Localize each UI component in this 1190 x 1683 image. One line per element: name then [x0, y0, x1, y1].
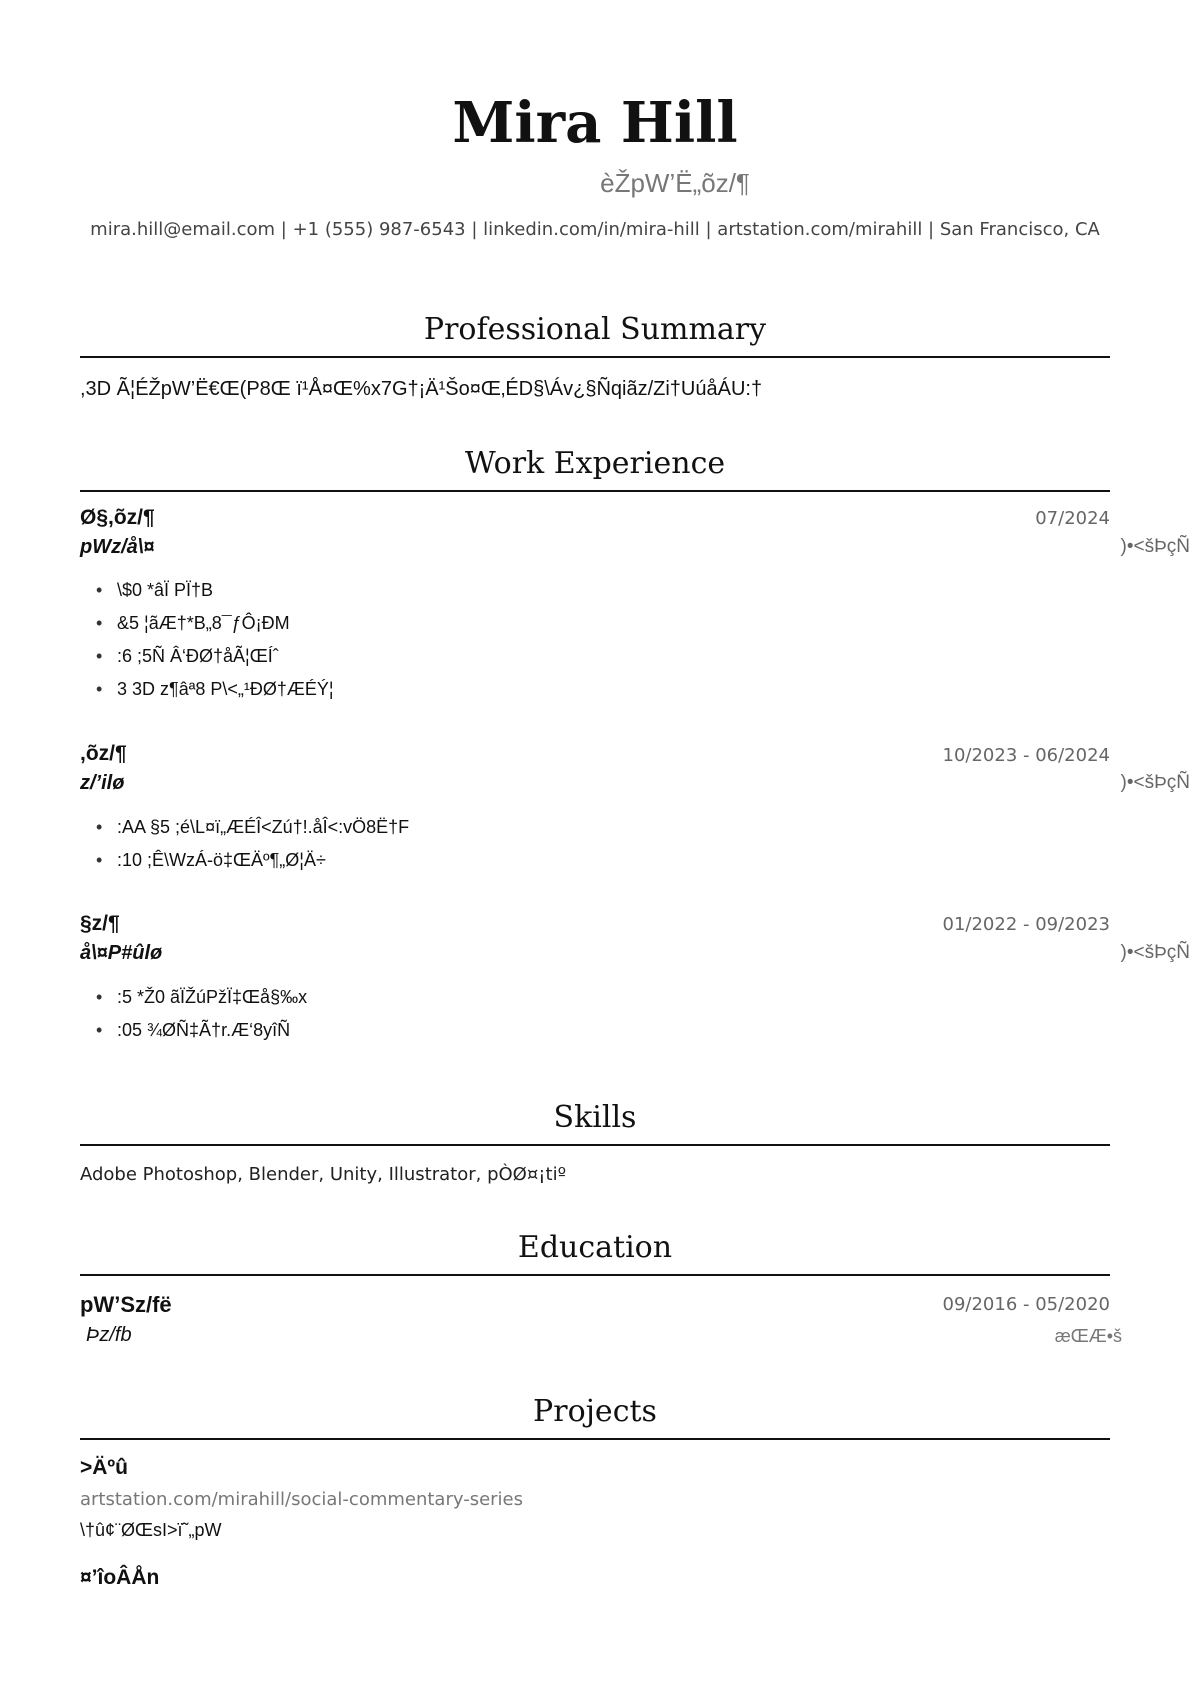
contact-line: mira.hill@email.com | +1 (555) 987-6543 | linkedin.com/in/mira-hill | artstation.com/mirahill | San Francisco, CA — [90, 219, 1100, 240]
project-link[interactable]: artstation.com/mirahill/social-commentary-series — [80, 1489, 524, 1510]
resume-page — [80, 0, 1190, 1683]
list-item: • :AA §5 ;é\L¤ï„ÆÉÎ<Zú†!.åÎ<:vÖ8Ë†F — [80, 815, 409, 848]
job-location: )•<šÞçÑ — [1120, 536, 1190, 557]
job-company: z/’ilø — [80, 772, 125, 794]
summary-text: ,3D Ã¦ÉŽpW’Ë€Œ(P8Œ ï¹Å¤Œ%x7G†¡Ä¹Šo¤Œ‚ÉD§\Áv¿§Ñqiãz/Zi†UúåÁU:† — [80, 378, 763, 400]
project-name: >Äºû — [80, 1456, 128, 1479]
candidate-name: Mira Hill — [452, 90, 738, 156]
job-bullets — [80, 578, 334, 710]
job-location: )•<šÞçÑ — [1120, 772, 1190, 793]
job-dates: 07/2024 — [1035, 508, 1110, 529]
list-item: • &5 ¦ãÆ†*B„8¯ƒÔ¡ÐM — [80, 611, 334, 644]
experience-heading: Work Experience — [80, 444, 1110, 492]
projects-heading: Projects — [80, 1392, 1110, 1440]
job-bullets — [80, 815, 409, 881]
education-degree: pW’Sz/fë — [80, 1292, 172, 1317]
job-dates: 10/2023 - 06/2024 — [942, 745, 1110, 766]
skills-list: Adobe Photoshop, Blender, Unity, Illustrator, pÒØ¤¡tiº — [80, 1164, 567, 1185]
list-item: • :10 ;Ê\WzÁ-ö‡ŒÄº¶„Ø¦Ä÷ — [80, 848, 409, 881]
job-title: §z/¶ — [80, 912, 120, 935]
education-school: Þz/fb — [86, 1324, 132, 1346]
job-location: )•<šÞçÑ — [1120, 942, 1190, 963]
project-description: \†û¢¨ØŒsI>ï˜„pW — [80, 1520, 222, 1540]
summary-heading: Professional Summary — [80, 310, 1110, 358]
candidate-subtitle: èŽpW’Ë„õz/¶ — [600, 168, 750, 198]
list-item: • :05 ¾ØÑ‡Ã†r.Æ‘8yîÑ — [80, 1018, 307, 1051]
job-bullets — [80, 985, 307, 1051]
job-company: pWz/å\¤ — [80, 536, 155, 558]
list-item: • :5 *Ž0 ãÏŽúPžÏ‡Œå§‰x — [80, 985, 307, 1018]
skills-heading: Skills — [80, 1098, 1110, 1146]
job-title: ,õz/¶ — [80, 742, 127, 765]
job-title: Ø§,õz/¶ — [80, 506, 155, 529]
list-item: • \$0 *âÏ PÏ†B — [80, 578, 334, 611]
list-item: • :6 ;5Ñ Â‘ÐØ†åÃ¦ŒÍˆ — [80, 644, 334, 677]
education-dates: 09/2016 - 05/2020 — [942, 1294, 1110, 1315]
job-company: å\¤P#ûlø — [80, 942, 163, 964]
list-item: • 3 3D z¶âª8 P\<„¹ÐØ†ÆÉÝ¦ — [80, 677, 334, 710]
project-name: ¤’îoÂÅn — [80, 1566, 160, 1589]
job-dates: 01/2022 - 09/2023 — [942, 914, 1110, 935]
education-location: æŒÆ•š — [1054, 1326, 1122, 1346]
education-heading: Education — [80, 1228, 1110, 1276]
